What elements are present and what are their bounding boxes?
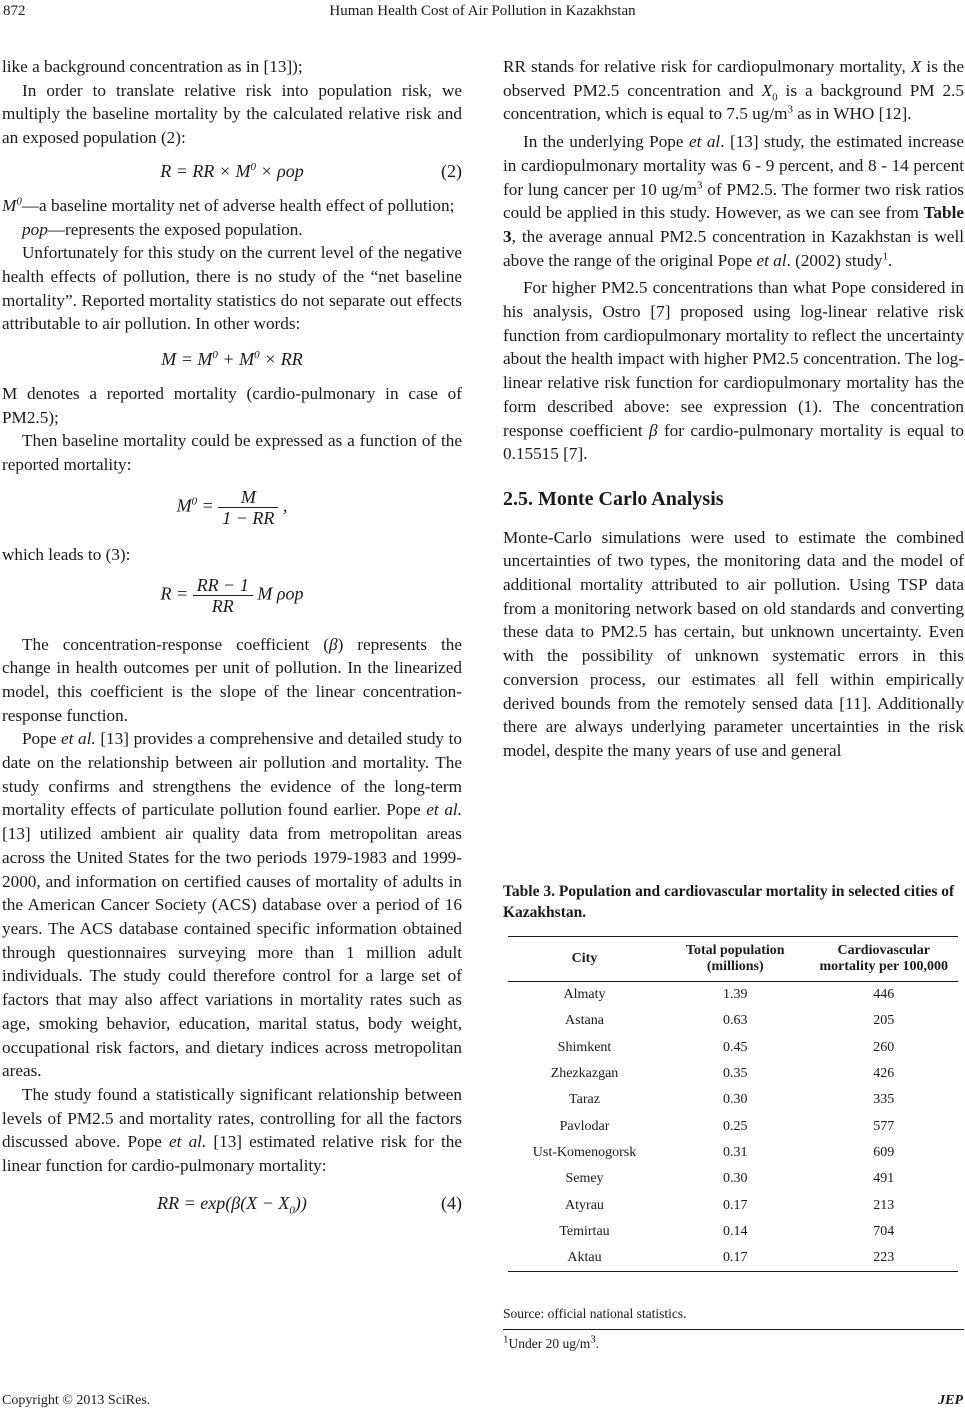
right-column	[503, 55, 964, 763]
equation-2	[2, 160, 462, 184]
paragraph: In order to translate relative risk into population risk, we multiply the baseline mortality by the calculated relative risk and an exposed population (2):	[2, 80, 462, 148]
equation-body: $M = M^0 + M^0$ × RR	[161, 349, 303, 370]
paragraph: The study found a statistically significant relationship between levels of PM2.5 and mortality rates, controlling for all the factors discussed above. Pope et al. [13] estimated relative risk for the linear function for cardio-pulmonary mortality:	[2, 1084, 462, 1176]
table-cell: 0.45	[723, 1039, 748, 1055]
paragraph: Then baseline mortality could be expressed as a function of the reported mortality:	[2, 431, 462, 475]
definition-text: —a baseline mortality net of adverse health effect of pollution;	[21, 195, 455, 215]
table-row	[508, 1008, 958, 1034]
paragraph: M denotes a reported mortality (cardio-pulmonary in case of PM2.5);	[2, 384, 462, 427]
running-title: Human Health Cost of Air Pollution in Kazakhstan	[329, 3, 636, 19]
column-header: Total population (millions)	[661, 937, 810, 982]
definition-text: —represents the exposed population.	[47, 219, 303, 239]
equation-body: R = $\frac{RR - 1}{RR}$ M ρop	[160, 574, 304, 616]
paragraph: Unfortunately for this study on the current level of the negative health effects of pollution, there is no study of the “net baseline mortality”. Reported mortality statistics do not separate out effects attributable to air pollution. In other words:	[2, 243, 462, 334]
table-cell: Taraz	[569, 1092, 600, 1108]
table-cell: Atyrau	[565, 1197, 604, 1213]
table-cell: 0.25	[723, 1118, 748, 1134]
journal-name: JEP	[938, 1393, 963, 1408]
table-caption: Table 3. Population and cardiovascular mortality in selected cities of Kazakhstan.	[503, 883, 955, 921]
table-row	[508, 1140, 958, 1166]
equation-3	[2, 575, 462, 623]
table-row	[508, 1166, 958, 1192]
data-table	[508, 936, 958, 1272]
table-cell: 0.17	[723, 1197, 748, 1213]
table-cell: Aktau	[508, 1245, 661, 1272]
table-row	[508, 982, 958, 1009]
table-cell: Shimkent	[557, 1039, 612, 1055]
table-header-row	[508, 937, 958, 982]
table-cell: Pavlodar	[559, 1118, 610, 1134]
table-row	[508, 1192, 958, 1218]
equation-body: R = RR × $M^0 \times \rho op$	[160, 160, 304, 181]
table-cell: Astana	[565, 1013, 604, 1029]
footnote: $^1$Under 20 $ug/m^3$.	[503, 1333, 600, 1351]
page-header	[0, 0, 965, 28]
column-header: Cardiovascular mortality per 100,000	[810, 937, 959, 982]
table-cell: 260	[873, 1039, 895, 1055]
table-cell: 0.14	[723, 1223, 748, 1239]
table-row	[508, 1219, 958, 1245]
table-row	[508, 1245, 958, 1272]
definition-pop: pop—represents the exposed population.	[22, 219, 303, 239]
table-cell: 335	[873, 1092, 895, 1108]
table-cell: 213	[873, 1197, 895, 1213]
table-cell: 446	[873, 987, 895, 1003]
table-reference: Table 3	[503, 203, 964, 246]
equation-body: $M^0$ = $\frac{M}{1 - RR}$ ,	[176, 486, 288, 528]
paragraph: which leads to (3):	[2, 544, 131, 564]
table-cell: Temirtau	[559, 1223, 610, 1239]
definition-m0: $M^0—a$ baseline mortality net of adverse health effect of pollution;	[2, 195, 455, 215]
table-cell: 0.30	[723, 1171, 748, 1187]
table-row	[508, 1113, 958, 1139]
equation-baseline	[2, 487, 462, 535]
table-row	[508, 1087, 958, 1113]
table-cell: 0.31	[723, 1144, 748, 1160]
table-cell: Zhezkazgan	[550, 1066, 619, 1082]
table-cell: Semey	[565, 1171, 604, 1187]
copyright: Copyright © 2013 SciRes.	[2, 1393, 151, 1408]
table-row	[508, 1061, 958, 1087]
table-cell: 609	[873, 1144, 895, 1160]
equation-number: (2)	[441, 160, 462, 181]
equation-number: (4)	[441, 1192, 462, 1213]
section-heading: 2.5. Monte Carlo Analysis	[503, 487, 724, 510]
left-column	[2, 55, 462, 1216]
table-cell: 0.17	[661, 1245, 810, 1272]
equation-body: RR = $\exp(\beta(X - X_0))$	[157, 1192, 307, 1217]
table-cell: 426	[873, 1066, 895, 1082]
table-cell: Ust-Komenogorsk	[532, 1144, 637, 1160]
table-cell: 0.63	[723, 1013, 748, 1029]
table-cell: 577	[873, 1118, 895, 1134]
equation-4	[2, 1192, 462, 1216]
table-cell: Almaty	[563, 987, 606, 1003]
paragraph: Monte-Carlo simulations were used to estimate the combined uncertainties of two types, the monitoring data and the model of additional mortality attributed to air pollution. Using TSP data from a monitoring network based on old standards and converting these data to PM2.5 has certain, but unknown uncertainty. Even with the possibility of unknown systematic errors in this conversion process, our estimates all fell within empirically derived bounds from the remotely sensed data [11]. Additionally there are always underlying parameter uncertainties in the risk model, despite the many years of use and general	[503, 527, 964, 760]
paragraph: For higher PM2.5 concentrations than what Pope considered in his analysis, Ostro [7] proposed using log-linear relative risk function from cardiopulmonary mortality to reflect the uncertainty about the health impact with higher PM2.5 concentration. The log-linear relative risk function for cardiopulmonary mortality has the form described above: see expression (1). The concentration response coefficient β for cardio-pulmonary mortality is equal to 0.15515 [7].	[503, 278, 964, 464]
table-cell: 1.39	[723, 987, 748, 1003]
table-cell: 491	[873, 1171, 895, 1187]
paragraph: The concentration-response coefficient (β) represents the change in health outcomes per unit of pollution. In the linearized model, this coefficient is the slope of the linear concentration-response function.	[2, 634, 462, 725]
column-header: City	[508, 937, 661, 982]
paragraph: Pope et al. [13] provides a comprehensive and detailed study to date on the relationship between air pollution and mortality. The study confirms and strengthens the evidence of the long-term mortality effects of particulate pollution found earlier. Pope et al. [13] utilized ambient air quality data from metropolitan areas across the United States for the two periods 1979-1983 and 1999-2000, and information on certified causes of mortality of adults in the American Cancer Society (ACS) database over a period of 16 years. The ACS database contained specific information obtained through questionnaires surveying more than 1 million adult individuals. The study could therefore control for a large set of factors that may also affect variations in mortality rates such as age, smoking behavior, education, marital status, body weight, occupational risk factors, and dietary indices across metropolitan areas.	[2, 729, 463, 1081]
table-cell: 0.35	[723, 1066, 748, 1082]
table-cell: 0.30	[723, 1092, 748, 1108]
table-row	[508, 1035, 958, 1061]
page-number: 872	[3, 3, 26, 19]
equation-mortality	[2, 348, 462, 372]
table-cell: 704	[873, 1223, 895, 1239]
table-cell: 223	[810, 1245, 959, 1272]
table-cell: 205	[873, 1013, 895, 1029]
table-source: Source: official national statistics.	[503, 1306, 964, 1330]
paragraph: RR stands for relative risk for cardiopulmonary mortality, X is the observed PM2.5 concentration and $X_0$ is a background PM 2.5 concentration, which is equal to 7.5 $ug/m^3$ as in WHO [12].	[503, 57, 965, 124]
paragraph: In the underlying Pope et al. [13] study, the estimated increase in cardiopulmonary mortality was 6 - 9 percent, and 8 - 14 percent for lung cancer per 10 $ug/m^3$ of PM2.5. The former two risk ratios could be applied in this study. However, as we can see from Table 3, the average annual PM2.5 concentration in Kazakhstan is well above the range of the original Pope et al. (2002) study$^1$.	[503, 132, 965, 270]
paragraph: like a background concentration as in [13]);	[2, 57, 303, 76]
